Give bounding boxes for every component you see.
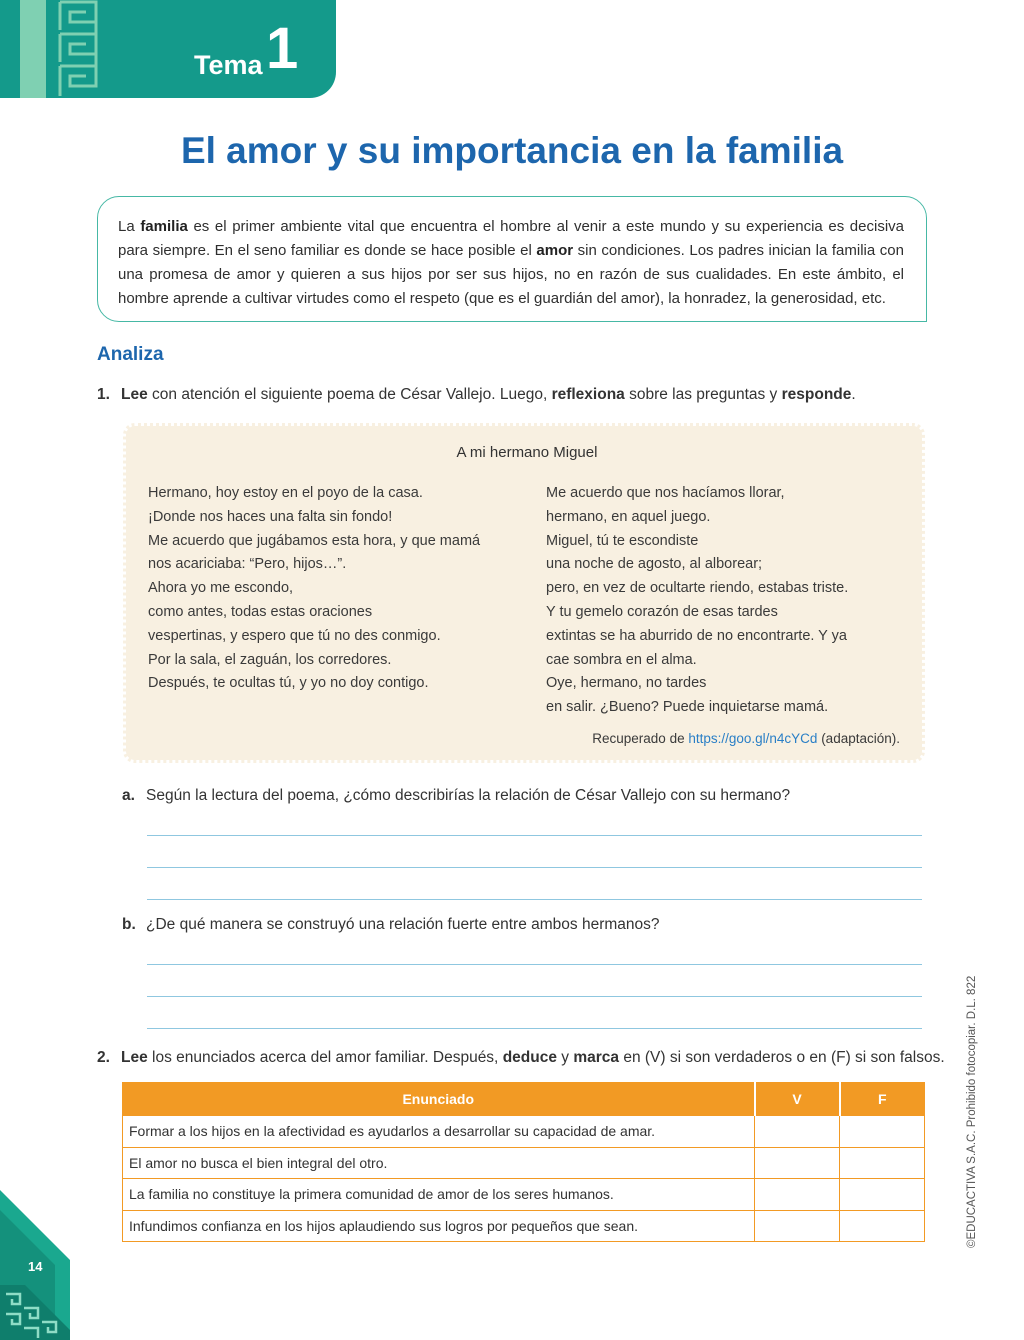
answer-line[interactable] xyxy=(147,964,922,965)
question-letter: b. xyxy=(122,916,136,933)
intro-text: La xyxy=(118,218,141,235)
section-heading: Analiza xyxy=(97,344,164,365)
poem-verse: Por la sala, el zaguán, los corredores. xyxy=(148,651,392,668)
poem-title: A mi hermano Miguel xyxy=(456,444,598,461)
poem-verse: ¡Donde nos haces una falta sin fondo! xyxy=(148,508,393,525)
poem-verse: vespertinas, y espero que tú no des conmigo. xyxy=(148,627,441,644)
table-row xyxy=(123,1116,925,1148)
statement-cell: La familia no constituye la primera comunidad de amor de los seres humanos. xyxy=(123,1179,755,1211)
question-keyword: deduce xyxy=(502,1049,557,1066)
true-mark-cell[interactable] xyxy=(755,1210,840,1242)
question-b xyxy=(122,916,660,934)
question-letter: a. xyxy=(122,787,135,804)
poem-box xyxy=(123,423,925,763)
poem-verse: Hermano, hoy estoy en el poyo de la casa. xyxy=(148,485,423,501)
page-title: El amor y su importancia en la familia xyxy=(180,130,844,171)
true-false-table xyxy=(122,1082,925,1242)
question-2 xyxy=(97,1049,945,1067)
true-mark-cell[interactable] xyxy=(755,1179,840,1211)
intro-text: es el primer ambiente vital que encuentra el hombre al venir a este mundo y su experiencia es decisiva para siempre. En el seno familiar es donde se hace posible el xyxy=(118,218,905,259)
false-mark-cell[interactable] xyxy=(840,1179,925,1211)
answer-line[interactable] xyxy=(147,835,922,836)
tema-stripe xyxy=(20,0,46,98)
greek-key-ornament-icon xyxy=(56,0,100,98)
tema-label: Tema xyxy=(194,50,263,80)
column-header-f: F xyxy=(840,1083,925,1116)
question-text: con atención el siguiente poema de César Vallejo. Luego, xyxy=(147,386,552,403)
statement-cell: Formar a los hijos en la afectividad es ayudarlos a desarrollar su capacidad de amar. xyxy=(123,1116,755,1148)
false-mark-cell[interactable] xyxy=(840,1116,925,1148)
intro-box xyxy=(97,196,927,322)
poem-verse: nos acariciaba: “Pero, hijos…”. xyxy=(148,556,347,573)
poem-left-column xyxy=(148,482,480,696)
source-text: (adaptación). xyxy=(817,731,900,746)
page-number: 14 xyxy=(28,1259,43,1274)
true-mark-cell[interactable] xyxy=(755,1116,840,1148)
poem-verse: cae sombra en el alma. xyxy=(546,651,697,668)
poem-verse: hermano, en aquel juego. xyxy=(546,508,711,525)
question-a xyxy=(122,787,790,805)
table-row xyxy=(123,1147,925,1179)
true-mark-cell[interactable] xyxy=(755,1147,840,1179)
poem-verse: pero, en vez de ocultarte riendo, estabas triste. xyxy=(546,580,849,597)
poem-verse: Oye, hermano, no tardes xyxy=(546,675,707,692)
column-header-v: V xyxy=(755,1083,840,1116)
statement-cell: El amor no busca el bien integral del otro. xyxy=(123,1147,755,1179)
question-text: ¿De qué manera se construyó una relación fuerte entre ambos hermanos? xyxy=(146,916,660,933)
question-number: 1. xyxy=(97,386,110,403)
poem-right-column xyxy=(546,482,848,720)
question-1 xyxy=(97,386,856,404)
answer-line[interactable] xyxy=(147,1028,922,1029)
false-mark-cell[interactable] xyxy=(840,1147,925,1179)
poem-verse: Y tu gemelo corazón de esas tardes xyxy=(546,603,778,620)
poem-verse: Me acuerdo que jugábamos esta hora, y que mamá xyxy=(148,532,481,549)
intro-text: sin condiciones. Los padres inician la familia con una promesa de amor y quieren a sus hijos por ser sus hijos, no en razón de sus cualidades. En este ámbito, el hombre aprende a cultivar virtudes como el respeto (que es el guardián del amor), la honradez, la generosidad, etc. xyxy=(118,242,904,307)
question-text: y xyxy=(556,1049,574,1066)
false-mark-cell[interactable] xyxy=(840,1210,925,1242)
tema-number: 1 xyxy=(266,16,299,81)
question-keyword: Lee xyxy=(121,1049,148,1066)
poem-verse: una noche de agosto, al alborear; xyxy=(546,556,763,573)
poem-verse: como antes, todas estas oraciones xyxy=(148,603,373,620)
corner-ornament-icon xyxy=(0,1190,90,1340)
question-text: sobre las preguntas y xyxy=(624,386,782,403)
source-text: Recuperado de xyxy=(592,731,689,746)
question-number: 2. xyxy=(97,1049,110,1066)
intro-keyword-amor: amor xyxy=(536,242,574,259)
intro-keyword-familia: familia xyxy=(140,218,188,235)
source-link[interactable]: https://goo.gl/n4cYCd xyxy=(688,731,818,746)
table-row xyxy=(123,1179,925,1211)
poem-verse: Miguel, tú te escondiste xyxy=(546,532,699,549)
question-keyword: Lee xyxy=(121,386,148,403)
poem-verse: Me acuerdo que nos hacíamos llorar, xyxy=(546,485,785,501)
answer-line[interactable] xyxy=(147,899,922,900)
poem-verse: extintas se ha aburrido de no encontrarte. Y ya xyxy=(546,627,847,644)
question-keyword: reflexiona xyxy=(551,386,625,403)
tema-tab xyxy=(0,0,336,98)
copyright-note: ©EDUCACTIVA S.A.C. Prohibido fotocopiar. D.L. 822 xyxy=(966,975,978,1248)
question-text: Según la lectura del poema, ¿cómo describirías la relación de César Vallejo con su hermano? xyxy=(146,787,791,804)
answer-line[interactable] xyxy=(147,867,922,868)
statement-cell: Infundimos confianza en los hijos aplaudiendo sus logros por pequeños que sean. xyxy=(123,1210,755,1242)
table-row xyxy=(123,1210,925,1242)
question-text: en (V) si son verdaderos o en (F) si son falsos. xyxy=(619,1049,945,1066)
table-header-row xyxy=(123,1083,925,1116)
poem-source xyxy=(592,731,900,746)
poem-verse: en salir. ¿Bueno? Puede inquietarse mamá. xyxy=(546,699,829,716)
question-keyword: responde xyxy=(781,386,852,403)
question-text: . xyxy=(851,386,856,403)
poem-verse: Después, te ocultas tú, y yo no doy contigo. xyxy=(148,675,429,692)
question-text: los enunciados acerca del amor familiar. Después, xyxy=(147,1049,503,1066)
question-keyword: marca xyxy=(573,1049,620,1066)
answer-line[interactable] xyxy=(147,996,922,997)
poem-verse: Ahora yo me escondo, xyxy=(148,580,294,597)
column-header-enunciado: Enunciado xyxy=(123,1083,755,1116)
